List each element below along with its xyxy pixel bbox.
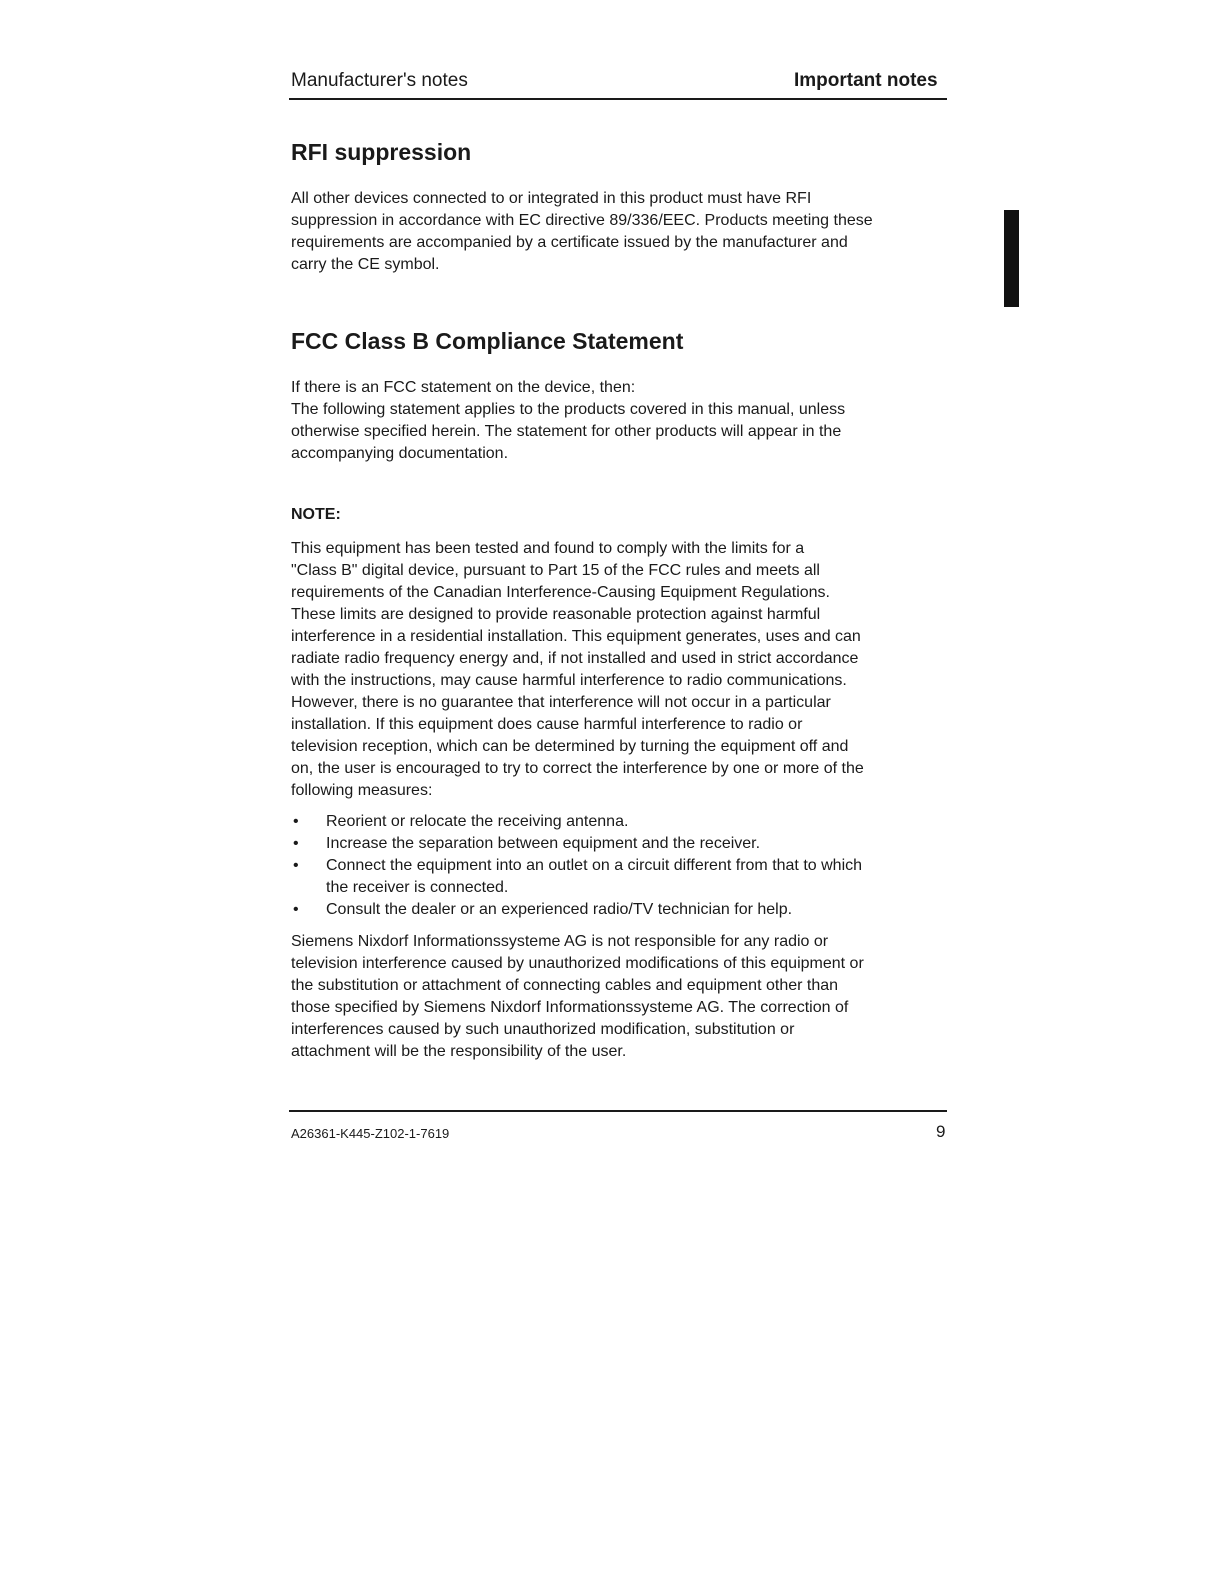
measure-text: Reorient or relocate the receiving antenna.: [326, 813, 629, 830]
chapter-thumb-tab: [1004, 210, 1019, 307]
header-section-title: Manufacturer's notes: [291, 70, 468, 91]
header-divider: [289, 98, 947, 100]
list-item: [291, 855, 951, 899]
bullet-icon: •: [293, 901, 299, 918]
measure-text: Increase the separation between equipment and the receiver.: [326, 835, 761, 852]
measures-list: [291, 811, 951, 921]
bullet-icon: •: [293, 813, 299, 830]
note-paragraph: This equipment has been tested and found to comply with the limits for a "Class B" digital device, pursuant to Part 15 of the FCC rules and meets all requirements of the Canadian Interference-Causing Equipment Regulations. These limits are designed to provide reasonable protection against harmful interference in a residential installation. This equipment generates, uses and can radiate radio frequency energy and, if not installed and used in strict accordance with the instructions, may cause harmful interference to radio communications. However, there is no guarantee that interference will not occur in a particular installation. If this equipment does cause harmful interference to radio or television reception, which can be determined by turning the equipment off and on, the user is encouraged to try to correct the interference by one or more of the following measures:: [291, 540, 864, 799]
bullet-icon: •: [293, 857, 299, 874]
note-label: NOTE:: [291, 506, 341, 523]
bullet-icon: •: [293, 835, 299, 852]
fcc-heading: FCC Class B Compliance Statement: [291, 328, 684, 354]
list-item: [291, 833, 951, 855]
rfi-paragraph: All other devices connected to or integrated in this product must have RFI suppression in accordance with EC directive 89/336/EEC. Products meeting these requirements are accompanied by a certificate issued by the manufacturer and carry the CE symbol.: [291, 190, 873, 273]
rfi-heading: RFI suppression: [291, 139, 472, 165]
list-item: [291, 899, 951, 921]
footer-divider: [289, 1110, 947, 1112]
document-code: A26361-K445-Z102-1-7619: [291, 1126, 450, 1141]
page-number: 9: [936, 1122, 946, 1141]
header-chapter-title: Important notes: [794, 70, 938, 91]
list-item: [291, 811, 951, 833]
measure-text: Consult the dealer or an experienced radio/TV technician for help.: [326, 901, 793, 918]
measure-text: Connect the equipment into an outlet on a circuit different from that to which the receiver is connected.: [326, 857, 863, 896]
disclaimer-paragraph: Siemens Nixdorf Informationssysteme AG is not responsible for any radio or television interference caused by unauthorized modifications of this equipment or the substitution or attachment of connecting cables and equipment other than those specified by Siemens Nixdorf Informationssysteme AG. The correction of interferences caused by such unauthorized modification, substitution or attachment will be the responsibility of the user.: [291, 933, 864, 1060]
fcc-intro-paragraph: If there is an FCC statement on the device, then: The following statement applies to the products covered in this manual, unless otherwise specified herein. The statement for other products will appear in the accompanying documentation.: [291, 379, 846, 462]
